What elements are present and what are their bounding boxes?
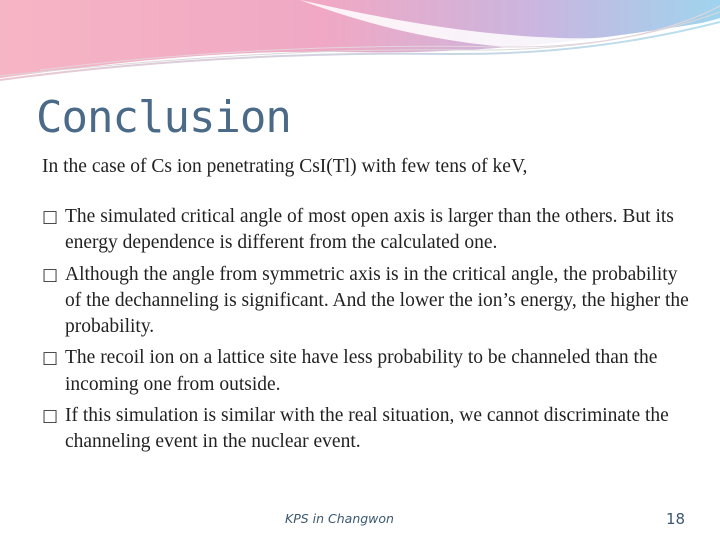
bullet-glyph: □ <box>42 264 59 285</box>
page-number: 18 <box>666 510 686 528</box>
conclusion-text: Although the angle from symmetric axis is in the critical angle, the probability of the dechanneling is significant. And the lower the ion’s energy, the higher the probability. <box>65 263 689 338</box>
intro-text: In the case of Cs ion penetrating CsI(Tl) with few tens of keV, <box>42 156 528 177</box>
conclusion-text: The simulated critical angle of most open axis is larger than the others. But its energy dependence is different from the calculated one. <box>65 206 674 254</box>
conclusion-item <box>42 403 692 456</box>
conclusion-item <box>42 262 692 341</box>
bullet-glyph: □ <box>42 406 59 427</box>
conclusion-text: The recoil ion on a lattice site have less probability to be channeled than the incoming one from outside. <box>65 347 658 395</box>
conclusion-item <box>42 345 692 398</box>
slide-title: Conclusion <box>36 92 291 143</box>
conclusion-text: If this simulation is similar with the real situation, we cannot discriminate the channeling event in the nuclear event. <box>65 405 669 453</box>
conclusion-item <box>42 204 692 257</box>
bullet-glyph: □ <box>42 348 59 369</box>
header-decoration <box>0 0 720 90</box>
footer-text: KPS in Changwon <box>285 511 394 526</box>
bullet-glyph: □ <box>42 207 59 227</box>
conclusion-list <box>42 204 692 461</box>
